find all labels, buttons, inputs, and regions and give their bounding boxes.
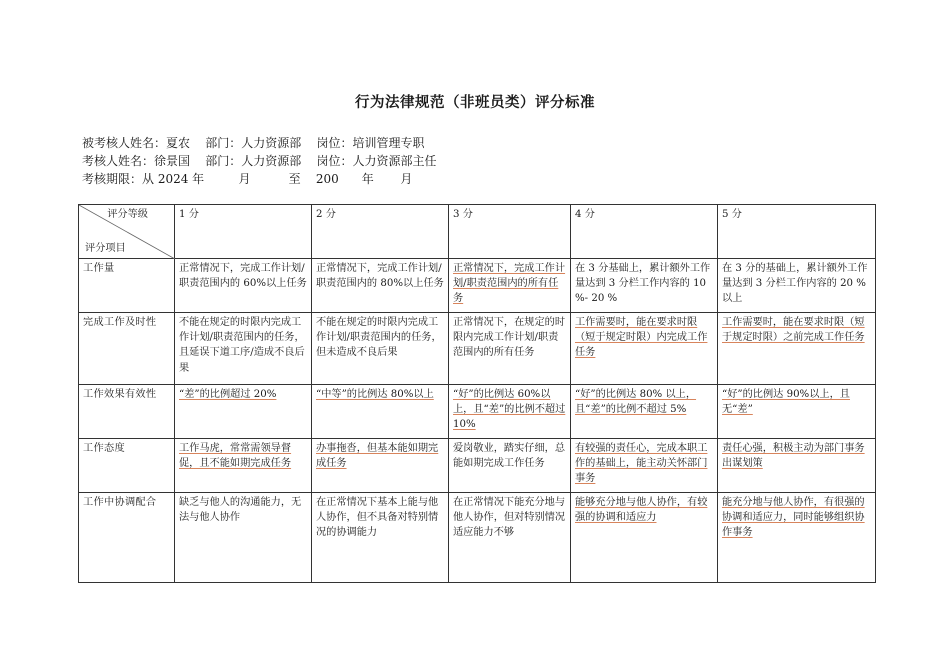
row-label: 完成工作及时性 — [79, 313, 175, 385]
grade-header-1: 1 分 — [175, 205, 312, 259]
criteria-cell: 爱岗敬业，踏实仔细，总能如期完成工作任务 — [449, 439, 571, 493]
grade-header-2: 2 分 — [312, 205, 449, 259]
criteria-cell: 在 3 分基础上，累计额外工作量达到 3 分栏工作内容的 10 %- 20 % — [571, 259, 718, 313]
row-label: 工作效果有效性 — [79, 385, 175, 439]
criteria-cell: 在 3 分的基础上，累计额外工作量达到 3 分栏工作内容的 20 % 以上 — [718, 259, 876, 313]
criteria-cell: 在正常情况下基本上能与他人协作，但不具备对特别情况的协调能力 — [312, 493, 449, 583]
row-label: 工作态度 — [79, 439, 175, 493]
page-title: 行为法律规范（非班员类）评分标准 — [355, 94, 595, 111]
table-row-workload — [79, 259, 876, 313]
assessment-period-line: 考核期限：从 2024 年 月 至 200 年 月 — [82, 172, 413, 186]
row-label: 工作中协调配合 — [79, 493, 175, 583]
scoring-table — [78, 204, 876, 583]
criteria-cell: 能够充分地与他人协作，有较强的协调和适应力 — [571, 493, 718, 583]
criteria-cell: 不能在规定的时限内完成工作计划/职责范围内的任务，且延误下道工序/造成不良后果 — [175, 313, 312, 385]
criteria-cell: “好”的比例达 90%以上，且无“差” — [718, 385, 876, 439]
assessor-info-line: 考核人姓名：徐景国 部门：人力资源部 岗位：人力资源部主任 — [82, 154, 437, 168]
criteria-cell: 正常情况下，在规定的时限内完成工作计划/职责范围内的所有任务 — [449, 313, 571, 385]
criteria-cell: 能充分地与他人协作，有很强的协调和适应力，同时能够组织协作事务 — [718, 493, 876, 583]
row-label: 工作量 — [79, 259, 175, 313]
criteria-cell: 正常情况下，完成工作计划/职责范围内的 60%以上任务 — [175, 259, 312, 313]
grade-header-5: 5 分 — [718, 205, 876, 259]
criteria-cell: 工作需要时，能在要求时限（短于规定时限）内完成工作任务 — [571, 313, 718, 385]
table-row-timeliness — [79, 313, 876, 385]
table-row-attitude — [79, 439, 876, 493]
criteria-cell: “好”的比例达 60%以上，且“差”的比例不超过 10% — [449, 385, 571, 439]
criteria-cell: “好”的比例达 80% 以上，且“差”的比例不超过 5% — [571, 385, 718, 439]
criteria-cell: 工作需要时，能在要求时限（短于规定时限）之前完成工作任务 — [718, 313, 876, 385]
grade-axis-label: 评分等级 — [107, 209, 148, 220]
assessee-info-line: 被考核人姓名：夏农 部门：人力资源部 岗位：培训管理专职 — [82, 136, 425, 150]
criteria-cell: 工作马虎，常常需领导督促，且不能如期完成任务 — [175, 439, 312, 493]
criteria-cell: 正常情况下，完成工作计划/职责范围内的 80%以上任务 — [312, 259, 449, 313]
criteria-cell: 不能在规定的时限内完成工作计划/职责范围内的任务，但未造成不良后果 — [312, 313, 449, 385]
table-row-cooperation — [79, 493, 876, 583]
criteria-cell: 在正常情况下能充分地与他人协作，但对特别情况适应能力不够 — [449, 493, 571, 583]
table-row-effectiveness — [79, 385, 876, 439]
corner-header-cell — [79, 205, 175, 259]
grade-header-3: 3 分 — [449, 205, 571, 259]
criteria-cell: 正常情况下，完成工作计划/职责范围内的所有任务 — [449, 259, 571, 313]
criteria-cell: 缺乏与他人的沟通能力，无法与他人协作 — [175, 493, 312, 583]
criteria-cell: 责任心强，积极主动为部门事务出谋划策 — [718, 439, 876, 493]
assessment-info — [82, 134, 437, 188]
criteria-cell: 办事拖沓，但基本能如期完成任务 — [312, 439, 449, 493]
item-axis-label: 评分项目 — [85, 242, 126, 254]
criteria-cell: 有较强的责任心，完成本职工作的基础上，能主动关怀部门事务 — [571, 439, 718, 493]
criteria-cell: “差”的比例超过 20% — [175, 385, 312, 439]
grade-header-row — [79, 205, 876, 259]
grade-header-4: 4 分 — [571, 205, 718, 259]
criteria-cell: “中等”的比例达 80%以上 — [312, 385, 449, 439]
